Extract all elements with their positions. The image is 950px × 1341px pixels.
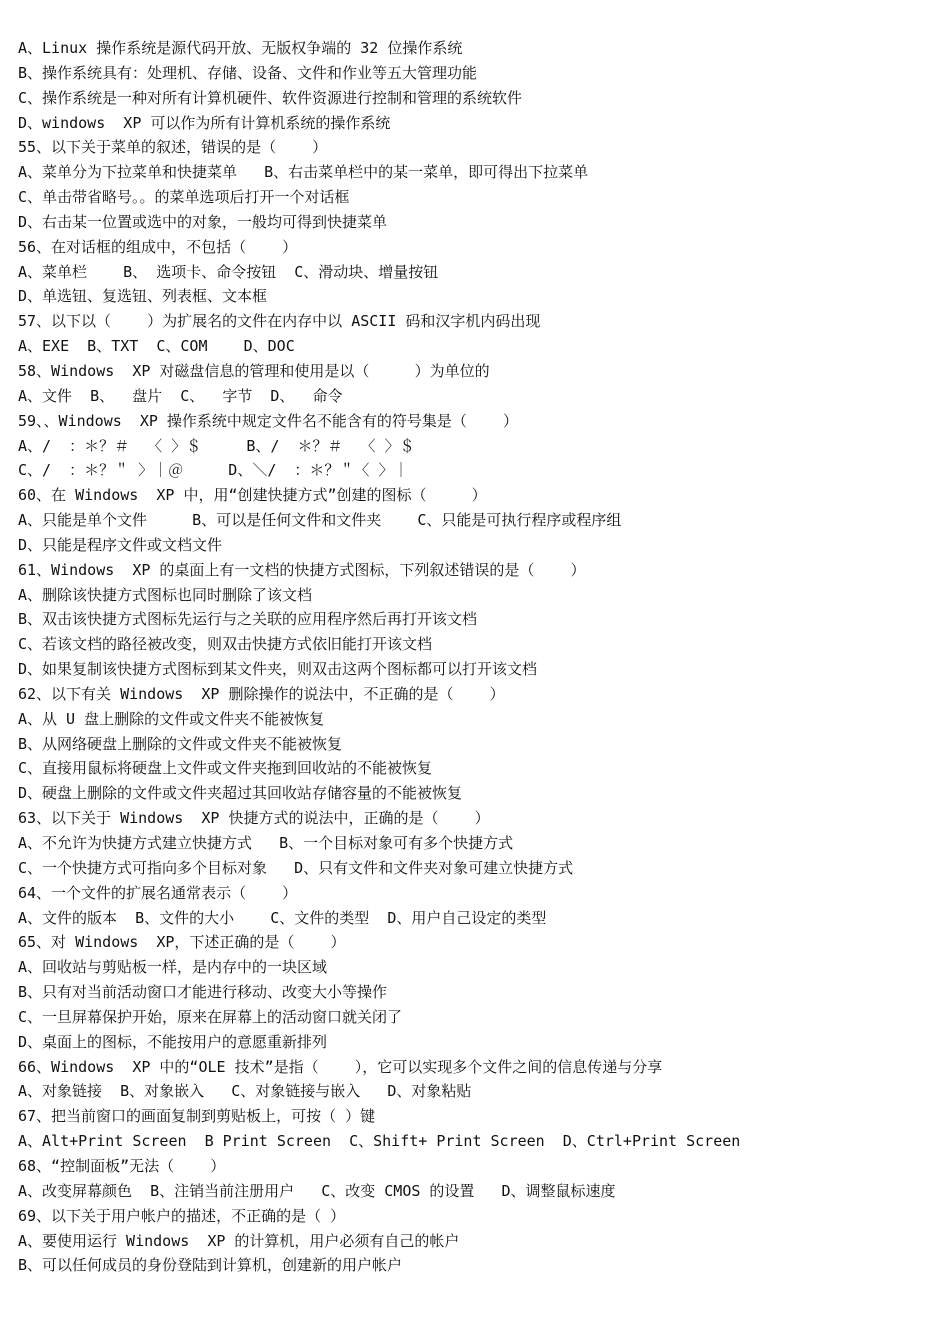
question-heading: 68、“控制面板”无法（ ） <box>18 1156 226 1175</box>
text-line: A、对象链接 B、对象嵌入 C、对象链接与嵌入 D、对象粘贴 <box>18 1082 472 1101</box>
text-line: B、双击该快捷方式图标先运行与之关联的应用程序然后再打开该文档 <box>18 610 478 629</box>
question-heading: 65、对 Windows XP，下述正确的是（ ） <box>18 933 346 952</box>
text-line: C、直接用鼠标将硬盘上文件或文件夹拖到回收站的不能被恢复 <box>18 759 433 778</box>
text-line: B、可以任何成员的身份登陆到计算机，创建新的用户帐户 <box>18 1256 403 1275</box>
text-line: A、Alt+Print Screen B Print Screen C、Shift+ Print Screen D、Ctrl+Print Screen <box>18 1132 741 1151</box>
text-line: A、菜单栏 B、 选项卡、命令按钮 C、滑动块、增量按钮 <box>18 262 439 281</box>
question-heading: 69、以下关于用户帐户的描述，不正确的是（ ） <box>18 1206 346 1225</box>
text-line: A、EXE B、TXT C、COM D、DOC <box>18 337 295 356</box>
text-line: A、Linux 操作系统是源代码开放、无版权争端的 32 位操作系统 <box>18 39 463 57</box>
text-line: D、桌面上的图标，不能按用户的意愿重新排列 <box>18 1032 328 1051</box>
question-heading: 64、一个文件的扩展名通常表示（ ） <box>18 883 298 902</box>
text-line: A、菜单分为下拉菜单和快捷菜单 B、右击菜单栏中的某一菜单，即可得出下拉菜单 <box>18 163 589 182</box>
text-line: A、回收站与剪贴板一样，是内存中的一块区域 <box>18 958 328 977</box>
text-line: B、从网络硬盘上删除的文件或文件夹不能被恢复 <box>18 734 343 753</box>
text-line: B、操作系统具有：处理机、存储、设备、文件和作业等五大管理功能 <box>18 63 478 82</box>
text-line: A、改变屏幕颜色 B、注销当前注册用户 C、改变 CMOS 的设置 D、调整鼠标速度 <box>18 1181 616 1200</box>
text-line: A、要使用运行 Windows XP 的计算机，用户必须有自己的帐户 <box>18 1231 460 1250</box>
text-line: C、一旦屏幕保护开始，原来在屏幕上的活动窗口就关闭了 <box>18 1007 403 1026</box>
question-heading: 55、以下关于菜单的叙述，错误的是（ ） <box>18 138 328 157</box>
question-heading: 56、在对话框的组成中，不包括（ ） <box>18 237 298 256</box>
text-line: D、单选钮、复选钮、列表框、文本框 <box>18 287 268 306</box>
text-line: C、若该文档的路径被改变，则双击快捷方式依旧能打开该文档 <box>18 635 433 654</box>
text-line: A、文件 B、 盘片 C、 字节 D、 命令 <box>18 386 343 405</box>
text-line: C、操作系统是一种对所有计算机硬件、软件资源进行控制和管理的系统软件 <box>18 88 523 107</box>
text-line: A、只能是单个文件 B、可以是任何文件和文件夹 C、只能是可执行程序或程序组 <box>18 511 622 530</box>
question-heading: 59、、Windows XP 操作系统中规定文件名不能含有的符号集是（ ） <box>18 411 519 430</box>
question-heading: 63、以下关于 Windows XP 快捷方式的说法中，正确的是（ ） <box>18 809 490 828</box>
text-line: A、/ ：＊？＃ 〈 〉＄ B、/ ＊？＃ 〈 〉＄ <box>18 436 415 455</box>
text-line: D、只能是程序文件或文档文件 <box>18 535 223 554</box>
question-heading: 61、Windows XP 的桌面上有一文档的快捷方式图标，下列叙述错误的是（ ） <box>18 560 586 579</box>
question-heading: 57、以下以（ ）为扩展名的文件在内存中以 ASCII 码和汉字机内码出现 <box>18 312 541 331</box>
question-heading: 58、Windows XP 对磁盘信息的管理和使用是以（ ）为单位的 <box>18 361 490 380</box>
text-line: B、只有对当前活动窗口才能进行移动、改变大小等操作 <box>18 983 388 1002</box>
text-line: C、一个快捷方式可指向多个目标对象 D、只有文件和文件夹对象可建立快捷方式 <box>18 858 574 877</box>
text-line: A、文件的版本 B、文件的大小 C、文件的类型 D、用户自己设定的类型 <box>18 908 547 927</box>
text-line: D、windows XP 可以作为所有计算机系统的操作系统 <box>18 113 391 132</box>
text-line: D、如果复制该快捷方式图标到某文件夹，则双击这两个图标都可以打开该文档 <box>18 660 538 679</box>
text-line: D、右击某一位置或选中的对象，一般均可得到快捷菜单 <box>18 212 388 231</box>
question-heading: 60、在 Windows XP 中，用“创建快捷方式”创建的图标（ ） <box>18 486 487 505</box>
text-line: C、单击带省略号。。的菜单选项后打开一个对话框 <box>18 188 350 207</box>
question-heading: 67、把当前窗口的画面复制到剪贴板上，可按（ ）键 <box>18 1107 376 1126</box>
question-heading: 62、以下有关 Windows XP 删除操作的说法中，不正确的是（ ） <box>18 684 505 703</box>
text-line: A、从 U 盘上删除的文件或文件夹不能被恢复 <box>18 709 325 728</box>
text-line: A、删除该快捷方式图标也同时删除了该文档 <box>18 585 313 604</box>
text-line: C、/ ：＊？＂ 〉｜＠ D、＼/ ：＊？＂〈 〉｜ <box>18 461 409 480</box>
question-heading: 66、Windows XP 中的“OLE 技术”是指（ ），它可以实现多个文件之间的信息传递与分享 <box>18 1057 663 1076</box>
text-line: D、硬盘上删除的文件或文件夹超过其回收站存储容量的不能被恢复 <box>18 784 463 803</box>
text-line: A、不允许为快捷方式建立快捷方式 B、一个目标对象可有多个快捷方式 <box>18 834 514 852</box>
question-text-block <box>18 36 938 1278</box>
